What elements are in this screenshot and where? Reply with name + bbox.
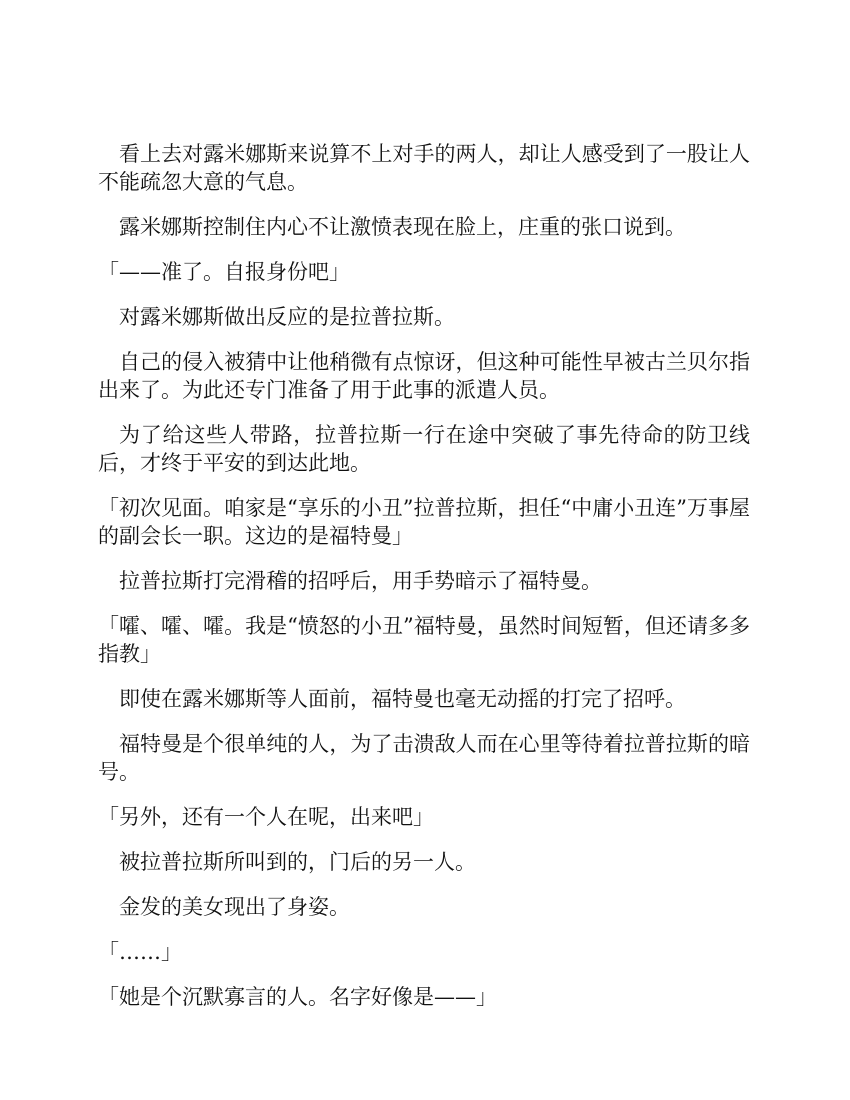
- paragraph-narration: 露米娜斯控制住内心不让激愤表现在脸上，庄重的张口说到。: [119, 215, 686, 239]
- paragraph-narration: 看上去对露米娜斯来说算不上对手的两人，却让人感受到了一股让人不能疏忽大意的气息。: [98, 142, 750, 194]
- paragraph-dialogue: 「她是个沉默寡言的人。名字好像是——」: [98, 985, 497, 1009]
- paragraph-narration: 对露米娜斯做出反应的是拉普拉斯。: [119, 305, 455, 329]
- paragraph-dialogue: 「嚯、嚯、嚯。我是“愤怒的小丑”福特曼，虽然时间短暂，但还请多多指教」: [98, 614, 750, 666]
- paragraph-dialogue: 「另外，还有一个人在呢，出来吧」: [98, 805, 434, 829]
- paragraph-narration: 为了给这些人带路，拉普拉斯一行在途中突破了事先待命的防卫线后，才终于平安的到达此地。: [98, 423, 750, 475]
- paragraph-narration: 自己的侵入被猜中让他稍微有点惊讶，但这种可能性早被古兰贝尔指出来了。为此还专门准备了用于此事的派遣人员。: [98, 350, 750, 402]
- paragraph-narration: 金发的美女现出了身姿。: [119, 895, 350, 919]
- paragraph-narration: 被拉普拉斯所叫到的，门后的另一人。: [119, 850, 476, 874]
- paragraph-dialogue: 「——准了。自报身份吧」: [98, 260, 350, 284]
- paragraph-narration: 福特曼是个很单纯的人，为了击溃敌人而在心里等待着拉普拉斯的暗号。: [98, 732, 750, 784]
- paragraph-dialogue: 「初次见面。咱家是“享乐的小丑”拉普拉斯，担任“中庸小丑连”万事屋的副会长一职。这边的是福特曼」: [98, 496, 750, 548]
- text-body: [98, 140, 750, 1028]
- paragraph-narration: 拉普拉斯打完滑稽的招呼后，用手势暗示了福特曼。: [119, 569, 602, 593]
- paragraph-narration: 即使在露米娜斯等人面前，福特曼也毫无动摇的打完了招呼。: [119, 687, 686, 711]
- paragraph-dialogue: 「……」: [98, 940, 182, 964]
